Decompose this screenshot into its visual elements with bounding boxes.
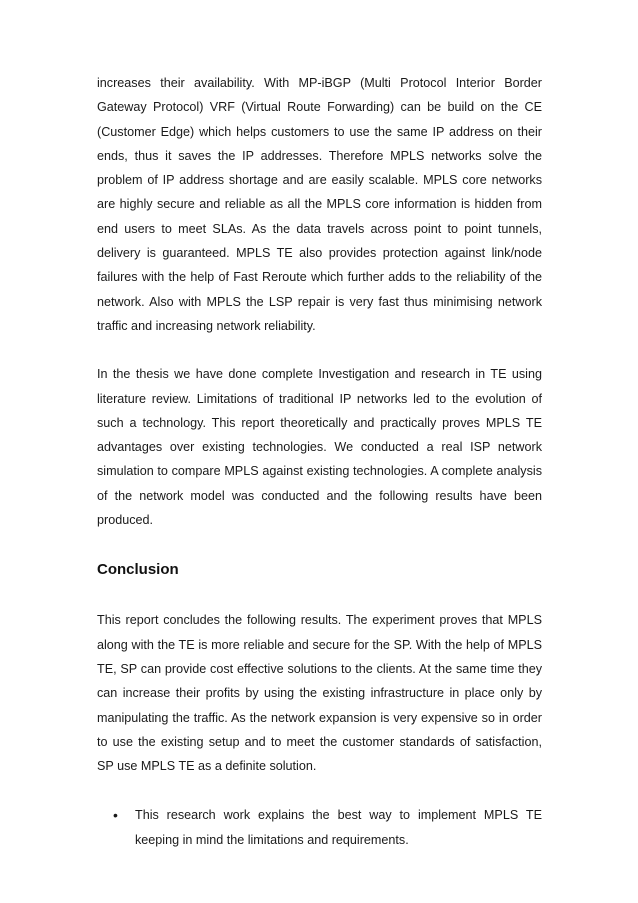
bullet-icon: • [113, 807, 118, 824]
body-paragraph-availability: increases their availability. With MP-iBGP (Multi Protocol Interior Border Gateway Protocol) VRF (Virtual Route Forwarding) can be build on the CE (Customer Edge) which helps customers to use the same IP address on their ends, thus it saves the IP addresses. Therefore MPLS networks solve the problem of IP address shortage and are easily scalable. MPLS core networks are highly secure and reliable as all the MPLS core information is hidden from end users to meet SLAs. As the data travels across point to point tunnels, delivery is guaranteed. MPLS TE also provides protection against link/node failures with the help of Fast Reroute which further adds to the reliability of the network. Also with MPLS the LSP repair is very fast thus minimising network traffic and increasing network reliability. [97, 76, 542, 333]
conclusion-bullet-list [97, 803, 542, 852]
body-paragraph-thesis: In the thesis we have done complete Investigation and research in TE using literature review. Limitations of traditional IP networks led to the evolution of such a technology. This report theoretically and practically proves MPLS TE advantages over existing technologies. We conducted a real ISP network simulation to compare MPLS against existing technologies. A complete analysis of the network model was conducted and the following results have been produced. [97, 367, 542, 528]
conclusion-paragraph: This report concludes the following results. The experiment proves that MPLS along with the TE is more reliable and secure for the SP. With the help of MPLS TE, SP can provide cost effective solutions to the clients. At the same time they can increase their profits by using the existing infrastructure in place only by manipulating the traffic. As the network expansion is very expensive so in order to use the existing setup and to meet the customer standards of satisfaction, SP use MPLS TE as a definite solution. [97, 613, 542, 774]
conclusion-heading: Conclusion [97, 561, 179, 579]
bullet-text: This research work explains the best way to implement MPLS TE keeping in mind the limitations and requirements. [135, 808, 542, 847]
list-item [97, 803, 542, 852]
document-page [97, 71, 542, 852]
